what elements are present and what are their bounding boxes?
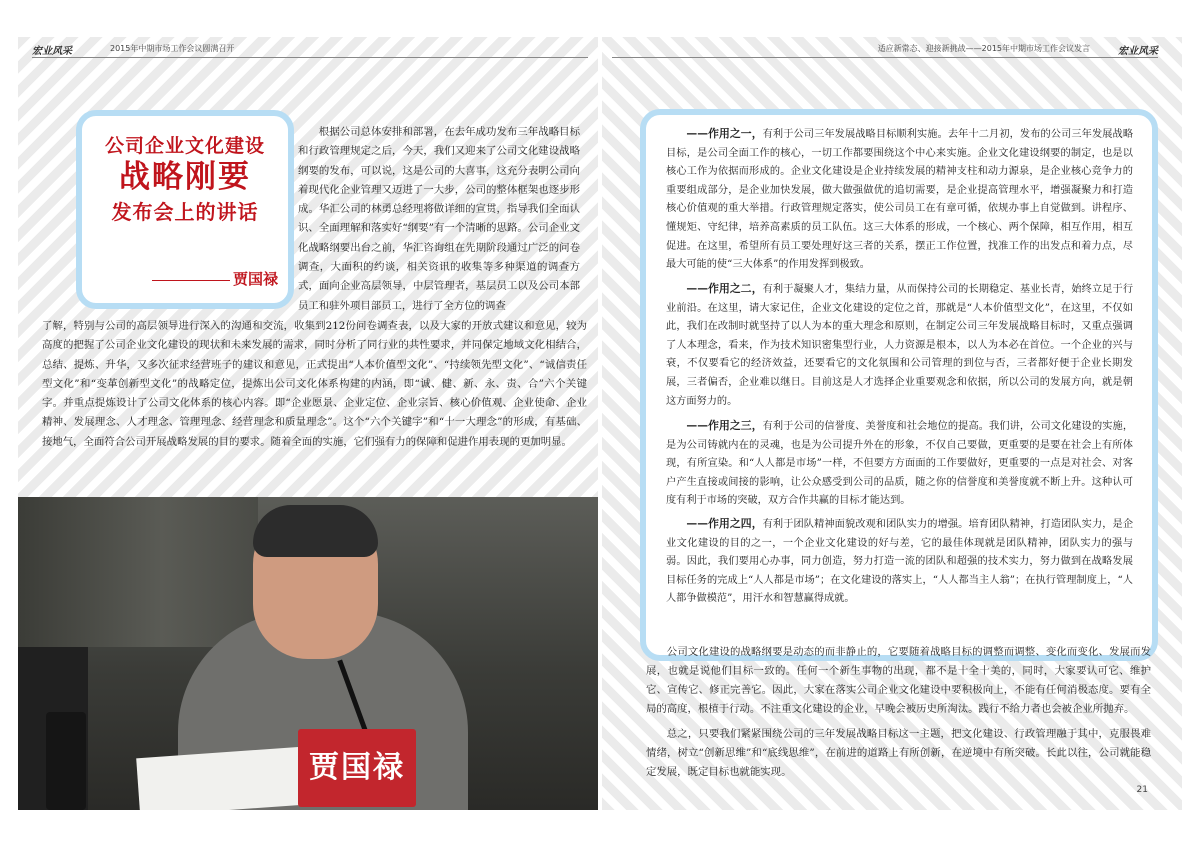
article-title-line1: 公司企业文化建设 <box>104 135 265 157</box>
right-header-title: 适应新常态、迎接新挑战——2015年中期市场工作会议发言 <box>877 44 1090 53</box>
closing-paragraph-1: 公司文化建设的战略纲要是动态的而非静止的，它要随着战略目标的调整而调整、变化而变化、发展而发展，也就是说他们目标一致的。任何一个新生事物的出现，都不是十全十美的，同时，大家要认可它、维护它、宣传它、修正完善它。因此，大家在落实公司企业文化建设中要积极向上，不能有任何消极态度。要有全局的高度，根植于行动。不注重文化建设的企业，早晚会被历史所淘汰。践行不给力者也会被企业所抛弃。 <box>646 646 1151 715</box>
role-label-1: ——作用之一， <box>686 127 763 140</box>
roles-box <box>640 109 1158 661</box>
author-dash-line <box>152 280 230 281</box>
header-rule-right <box>612 57 1158 58</box>
left-page <box>18 37 598 810</box>
role-text-4: 有利于团队精神面貌改观和团队实力的增强。培育团队精神，打造团队实力，是企业文化建设的目的之一，一个企业文化建设的好与差，它的最佳体现就是团队精神，团队实力的强与弱。因此，我们要用心办事，同力创造，努力打造一流的团队和超强的技术实力，努力做到在战略发展目标任务的完成上“人人都是市场”；在文化建设的落实上，“人人都当主人翁”；在执行管理制度上，“人人都争做模范”，用汗水和智慧赢得成就。 <box>666 519 1134 605</box>
role-label-2: ——作用之二， <box>686 282 763 295</box>
speaker-photo <box>18 497 598 810</box>
article-title-line2: 战略刚要 <box>119 159 251 195</box>
article-title-line3: 发布会上的讲话 <box>111 200 259 224</box>
role-paragraph-1 <box>666 125 1133 275</box>
body-text-top: 根据公司总体安排和部署，在去年成功发布三年战略目标和行政管理规定之后，今天，我们又迎来了公司文化建设战略纲要的发布，可以说，这是公司的大喜事，这充分表明公司向着现代化企业管理又迈进了一大步，公司的整体框架也逐步形成。华汇公司的林勇总经理将做详细的宣贯，指导我们全面认识、全面理解和落实好“纲要”有一个清晰的思路。公司企业文化战略纲要出台之前，华汇咨询组在先期阶段通过广泛的问卷调查，大面积的约谈，相关资讯的收集等多种渠道的调查方式，面向企业高层领导，中层管理者，基层员工以及公司本部员工和驻外项目部员工，进行了全方位的调查 <box>298 126 580 312</box>
role-paragraph-3 <box>666 417 1133 511</box>
closing-paragraph-2: 总之，只要我们紧紧围绕公司的三年发展战略目标这一主题，把文化建设、行政管理融于其中，克服畏难情绪，树立“创新思维”和“底线思维”，在前进的道路上有所创新，在逆境中有所突破。长此以往，公司就能稳定发展，既定目标也就能实现。 <box>646 728 1151 778</box>
speaker-hair <box>253 505 378 557</box>
left-header <box>18 37 598 59</box>
right-page <box>602 37 1182 810</box>
role-paragraph-4 <box>666 515 1133 609</box>
role-label-4: ——作用之四， <box>686 517 763 530</box>
author-byline <box>152 268 278 289</box>
tea-cup <box>46 712 86 810</box>
header-rule <box>32 57 588 58</box>
article-title-box <box>76 110 294 309</box>
page-number: 21 <box>1136 785 1148 795</box>
role-text-3: 有利于公司的信誉度、美誉度和社会地位的提高。我们讲，公司文化建设的实施，是为公司铸就内在的灵魂，也是为公司提升外在的形象，不仅自己要做，更重要的是要在社会上有所体现，有所宣染。和“人人都是市场”一样，不但要方方面面的工作要做好，更重要的一点是对社会、对客户产生直接或间接的影响，让公众感受到公司的品质，随之你的信誉度和美誉度就不断上升。这种认可度有利于市场的突破，双方合作共赢的目标才能达到。 <box>666 421 1134 507</box>
left-header-title: 2015年中期市场工作会议圆满召开 <box>110 44 235 53</box>
role-label-3: ——作用之三， <box>686 419 763 432</box>
magazine-logo: 宏业风采 <box>32 46 72 57</box>
author-name: 贾国禄 <box>232 270 278 288</box>
magazine-logo-right: 宏业风采 <box>1118 46 1158 57</box>
right-header <box>602 37 1182 59</box>
role-text-1: 有利于公司三年发展战略目标顺利实施。去年十二月初，发布的公司三年发展战略目标，是公司全面工作的核心，一切工作都要围绕这个中心来实施。企业文化建设纲要的制定，也是以核心工作为依据而形成的。企业文化建设是企业持续发展的精神支柱和动力源泉，是企业核心竞争力的重要组成部分，是企业加快发展，做大做强做优的追切需要，是企业提高管理水平，增强凝聚力和打造核心价值观的重大举措。行政管理规定落实，使公司员工在有章可循，依规办事上自觉做到。讲程序、懂规矩、守纪律，培养高素质的员工队伍。这三大体系的形成，一个核心、两个保障，相互作用，相互促进。在这里，希望所有员工要处理好这三者的关系，摆正工作位置，找准工作的出发点和着力点，尽最大可能的使“三大体系”的作用发挥到极致。 <box>666 129 1134 271</box>
speech-paper <box>136 746 320 810</box>
role-paragraph-2 <box>666 280 1133 411</box>
name-plate: 贾国禄 <box>298 729 416 807</box>
body-text-bottom: 了解，特别与公司的高层领导进行深入的沟通和交流，收集到212份问卷调查表，以及大家的开放式建议和意见，较为高度的把握了公司企业文化建设的现状和未来发展的需求，同时分析了同行业的共性要求，并同保定地域文化相结合，总结、提炼、升华，又多次征求经营班子的建议和意见，正式提出“人本价值型文化”、“持续领先型文化”、“诚信责任型文化”和“变革创新型文化”的战略定位，提炼出公司文化体系构建的内涵，即“诚、健、新、永、责、合”六个关键字。并重点提炼设计了公司文化体系的核心内容。即“企业愿景、企业定位、企业宗旨、核心价值观、企业使命、企业精神、发展理念、人才理念、管理理念、经营理念和质量理念”。这个“六个关键字”和“十一大理念”的形成，有基础、接地气，全面符合公司开展战略发展的目的要求。随着全面的实施，它们强有力的保障和促进作用表现的更加明显。 <box>42 320 587 448</box>
role-text-2: 有利于凝聚人才，集结力量，从而保持公司的长期稳定、基业长青，始终立足于行业前沿。在这里，请大家记住，企业文化建设的定位之首，那就是“人本价值型文化”，在这里，不仅如此，我们在改制时就坚持了以人为本的重大理念和原则，在制定公司三年发展战略目标时，又重点强调了人本理念，看来，作为技术知识密集型行业，人力资源是根本，以人为本必在首位。一个企业的兴与衰，不仅要看它的经济效益，还要看它的文化氛围和公司管理的到位与否，三者都好便于企业长期发展，三者偏否，企业难以继日。目前这是人才选择企业重要观念和依据，所以公司的发展方向，就是朝这方面努力的。 <box>666 284 1134 407</box>
photo-curtain <box>18 497 258 647</box>
